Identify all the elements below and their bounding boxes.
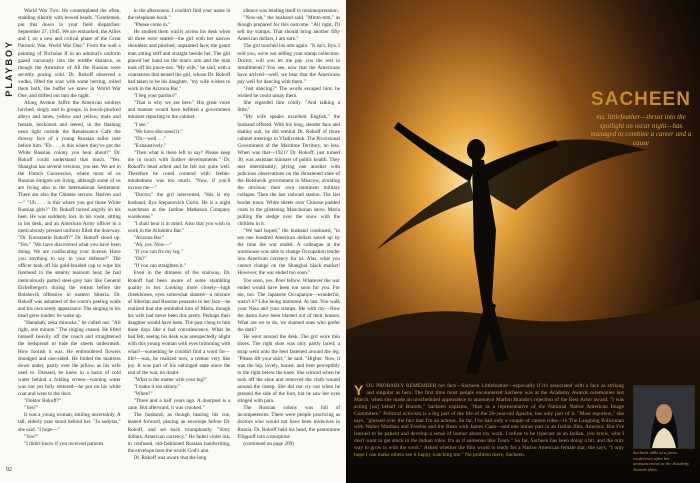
article-paragraph: The Russian colony was full of incompetences. There were people practicing as doctors who would not have been midwives in Russia. Dr. Rokoff held his head, the pantomime Filippoff into a morphine	[237, 405, 341, 440]
article-paragraph: Dr. Rokoff was aware that the long	[133, 454, 207, 461]
article-paragraph: "Yes?"	[24, 405, 39, 412]
article-paragraph: (continued on page 209)	[243, 440, 294, 447]
article-paragraph: "Now-ah," the husband said. "Mmm-mm," as though prepared for this outcome. "All right, I'll sell my stamps. That should bring another fifty American dollars, I am sure."	[237, 15, 341, 43]
article-paragraph: "If you can straighten it."	[133, 263, 187, 270]
article-paragraph: "Arizona Bar."	[133, 235, 165, 241]
article-paragraph: "Then what is there left to say? Please keep me in touch with further developments." Dr. Rokoff's head ached and he felt not quite well. Therefore he could contend with: feeble-mindedness was too much. "Now, if you'll excuse me—"	[127, 149, 231, 192]
article-paragraph: "Oh—well . . ."	[133, 135, 167, 142]
article-paragraph: "Yes?"	[24, 433, 39, 440]
drop-cap: Y	[354, 382, 364, 398]
inset-caption: Sacheen talks at a press conference after her announcement at the Academy Awards show.	[633, 450, 690, 472]
article-paragraph: "Please come in."	[133, 22, 171, 29]
article-paragraph: Even in the dimness of the stairway, Dr. Rokoff had been aware of some stumbling quality in her. Looking more closely—high cheekbones, eyes somewhat slanted—a mixture of Siberian and Russian peasants in her face—he realized that she reminded him of Maria, though his wife had never been this pretty. Perhaps their daughter would have been. The past clung to him these days like a bad convalescence. What he had felt, seeing his desk was unexpectedly alight with this young woman with eyes brimming with what?—something he couldn't find a word for—life!—was, he realized now, a tremor very like joy. It was part of his unhinged state since the end of the war, no doubt.	[127, 270, 231, 376]
article-paragraph: "I make it too skinny."	[133, 383, 181, 390]
feature-subtitle: ms. littlefeather—thrust into the spotlight on oscar night—has managed to combine a career and a cause	[590, 113, 692, 147]
article-paragraph: "Ah, yes. Now—"	[133, 242, 172, 249]
article-paragraph: "Doktor Rokoff?"	[24, 398, 62, 405]
right-page	[346, 0, 700, 483]
article-paragraph: "I beg your pardon?"	[133, 93, 178, 100]
article-paragraph: "Doctor," the girl intervened, "this is my husband, Ilya Stepanovich Gorin. He is a night watchman at the Jardine Matheson Company warehouse."	[127, 192, 231, 220]
left-page	[0, 0, 346, 483]
article-columns	[18, 8, 340, 476]
article-column-2	[128, 8, 231, 476]
article-paragraph: World War Two. He contemplated the often, standing silently with bowed heads. "Gentlemen, put this down in your field dispatches: September 27, 1945. We are embarked, the Allies and I, on a new and critical phase of the Great Patriotic War. World War One." From the wall a painting of Nicholas II in an admiral's uniform gazed vacuously into the middle distance, as though the Armistice of All the Russias were secretly posing wild. Dr. Rokoff observed a vodka, lifted the sour with some herring, rolled them both, the buffet we knew in World War One, and drifted out into the night.	[18, 8, 121, 100]
article-column-3	[237, 8, 340, 476]
article-paragraph: "What is the matter with your leg?"	[133, 376, 208, 383]
article-paragraph: silence was lending itself to misinterpretation.	[243, 8, 340, 14]
title-block	[586, 90, 696, 147]
article-paragraph: Along Avenue Joffre the American soldiers lurched, singly and in groups, in hooch-plucked alleys and lanes, yellow and yellow, male and female, beckoned and leered, in the flashing neon light outside the Renaissance Café the drowsy face of a young Russian sailor rose before him. "Eh . . . is this where they've got the White Russian colony you hear about?" Dr. Rokoff could understand that much. "Yes. Shanghai has several versions, you see. We are in the French Concession, where most of us Russian émigrés are living, although some of us are living also in the International Settlement. There are also the Chinese sectors. Natives and—" "Uh . . . is this where you got those White Russian girls?" Dr. Rokoff turned angrily on his heel. He was suddenly lost. In his room, sitting in his desk, and an American Army officer in a meticulously pressed uniform filled the doorway. "Dr. Konstantin Rokoff?" Dr. Rokoff stood up. "Yes." "We have discovered what you have been doing. We are confiscating your license. Have you anything to say in your defense?" The officer took off his gold-braided cap to wipe his forehead in the steamy tearoom heat; he had meticulously parted steel-grey hair like General Eichelberger's during the retreat before the Bolshevik offensive in eastern Siberia. Dr. Rokoff was ashamed of the room's peeling walls and his own seedy appearance. The singing in his head grew louder; he woke up.	[18, 100, 121, 320]
article-paragraph: It was a young woman, smiling uncertainly. A tall, elderly man stood behind her. "Ja sodytas," she said. "I hope—"	[18, 412, 121, 433]
article-paragraph: "Just dancing?" The words escaped him; he wished he could unsay them.	[237, 86, 341, 100]
feature-title: SACHEEN	[591, 89, 691, 110]
page-number: 92	[6, 467, 12, 473]
article-paragraph: Too soon, yes. Poor fellow. Whatever the war ended would have been too soon for you. For me, too. The Japanese Occupation—wonderful, wasn't it? Like being immured. At last. You walk your Nina and your stamps. Me with my—Now the damn have been blasted out of their houses. What are we to do, we shamed ones who prefer the dark?	[237, 277, 341, 334]
article-paragraph: "I shall bear it in mind. Also that you wish to work in the Allumbra Bar."	[127, 220, 231, 234]
article-paragraph: "If you can fix my leg."	[133, 249, 183, 256]
article-paragraph: She regarded him coolly. "And talking a little."	[237, 100, 341, 114]
inset-portrait-photo	[633, 385, 695, 449]
article-paragraph: "Exhaustively."	[133, 142, 166, 149]
article-paragraph: in the afternoons. I couldn't find your name in the telephone book."	[127, 8, 231, 22]
article-paragraph: The husband, as though hearing his cue, leaned forward, placing an envelope before Dr. Rokoff, and set back triumphantly. "Sixty dollars, American currency." He faded violet ink, in confused, old-fashioned Russian handwriting, the envelope bore the words God's aim.	[127, 412, 231, 454]
article-paragraph: "I see."	[133, 121, 149, 128]
article-paragraph: "That is why we are here." His great voice and manner would have befitted a government minister reporting to the cabinet.	[127, 100, 231, 121]
article-paragraph: "We have discussed it."	[133, 128, 183, 135]
article-paragraph: "My wife speaks excellent English," the husband offered. With his long, slender face and shabby suit, he did remind Dr. Rokoff of those cabinet meetings in Vladivostok. The Provisional Government of the Maritime Territory, no less. When was that—1921? Dr. Rokoff, just turned 30, was assistant minister of public health. They met interminably, plying one another with judicious observations on the threatened state of the Bolshevik government in Moscow, avoiding the obvious: their own imminent military collapse. Then the last railroad station. The last border town. White sheets over Chinese padded coats in the glistening Manchurian snow. Maria pulling the sledge over the snow with the children in it.	[237, 114, 341, 227]
article-paragraph: "Oh?"	[133, 256, 147, 263]
article-paragraph: "We had hoped," the husband continued, "to see one hundred American dollars saved up by the time the war ended. A colleague at the warehouse was able to change Occupation tender into American currency for us. Alas, what you cannot change on the Shanghai black market! However, the war ended too soon."	[237, 227, 341, 277]
article-paragraph: "When?"	[133, 391, 153, 398]
running-head: PLAYBOY	[4, 40, 14, 97]
feature-body	[354, 383, 624, 459]
article-paragraph: The girl touched his arm again. "It isn't, Ilya. I told you, we're not selling your stamp collection. Doctor, will you let me pay you the rest in installments? You see, now that the Americans have arrived—well, we hear that the Americans pay well for dancing with them."	[237, 43, 341, 85]
article-paragraph: "Three and a half years ago. A doorpost is a cane. But afterward, it was crooked."	[127, 398, 231, 412]
article-paragraph: "I didn't know if you received patients	[24, 440, 104, 447]
feature-body-text: OU PROBABLY REMEMBER her face—Sacheen Littlefeather—especially if it's associated with a face as striking and singular as hers. The first time most people encountered Sacheen was at the Academy Awards ceremonies last March, when she made an unscheduled appearance to announce Marlon Brando's rejection of the Best Actor award. "I was acting [on] behalf of Brando," Sacheen explains, "than as a representative of the National Native American Image Committee." Political activism is a big part of the life of the 26-year-old Apache, but only part of it. "Most reporters," she says, "glossed over the fact that I'm an actress. So far, I've had only a couple of cameo roles—in The Laughing Policeman with Walter Matthau and Freebie and the Bean with James Caan—and one minor part in an Italian film, America. But I've learned to be patient and develop a sense of humor about my work. I refuse to be typecast as an Indian, you know, who I don't want to get stuck in the Indian roles. It's as if someone like Tonto." So far, Sacheen has been doing a bit, and the only way to grow is with the work." Asked whether the film world is ready for a Native American female star, she says, "I only hope I can make others see it happy watching me." No problem there, Sacheen.	[354, 383, 624, 459]
article-paragraph: "Hanukah, zeka minuska," he called out. "All right, one minute." The ringing ceased. He lifted himself heavily off the couch and straightened the bedspread to hide the sheets underneath. How foolish it was. He embroidered flowers smudged and one-sided. He folded the mattress down under, partly over the pillow, as his wife used to. Dressed, he knew in a basin of cold water behind a folding screen—running water was not yet fully restored—he put on his white coat and went to the door.	[18, 320, 121, 398]
face-shape	[656, 404, 672, 424]
article-column-1	[18, 8, 121, 476]
article-paragraph: He studied them warily across his desk when all three were seated—the girl with her narrow shoulders and pinched, unpainted face; the gaunt man sitting stiff and straight beside her. The girl placed her hand on the man's arm and the man took off his pince-nez. "My wife," he said, with a coarseness that tensed the girl, whose Dr. Rokoff had taken to be his daughter, "my wife wishes to work in the Arizona Bar."	[127, 29, 231, 93]
article-paragraph: He went around the desk. The girl wore thin shoes. The right shoe was only partly laced; a strap went onto the heel fastened around the leg. "Please lift your skirt," he said. "Higher. Now, it was the hip, lovely, honed, and bent perceptibly to the right below the knee. She winced when he took off the shoe and removed the cloth wound around the instep. She did not cry out when he pressed the side of the foot, but he saw her eyes stinged with pain.	[237, 334, 341, 405]
